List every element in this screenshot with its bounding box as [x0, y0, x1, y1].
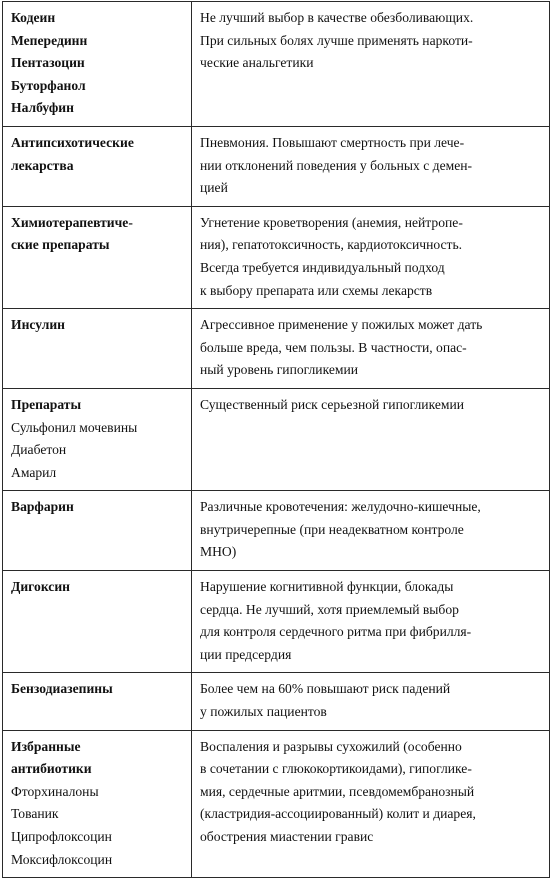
drug-name-line: Буторфанол — [11, 77, 86, 93]
drug-name-line: лекарства — [11, 157, 74, 173]
drug-name-line: Антипсихотические — [11, 134, 134, 150]
risk-description-line: у пожилых пациентов — [200, 704, 327, 720]
drug-name-line: Тованик — [11, 806, 59, 822]
drug-name-cell — [3, 126, 192, 206]
drug-name-line: Амарил — [11, 464, 57, 480]
risk-description-line: МНО) — [200, 544, 237, 560]
table-row — [3, 673, 550, 730]
risk-description-line: для контроля сердечного ритма при фибрилля- — [200, 624, 472, 640]
risk-description-cell — [192, 2, 550, 127]
drug-name-line: ские препараты — [11, 237, 110, 253]
risk-description-line: Всегда требуется индивидуальный подход — [200, 259, 445, 275]
risk-description-cell — [192, 126, 550, 206]
risk-description-line: Угнетение кроветворения (анемия, нейтропе- — [200, 214, 463, 230]
drug-name-line: Дигоксин — [11, 579, 71, 595]
drug-name-line: Налбуфин — [11, 100, 74, 116]
risk-description-line: (кластридия-ассоциированный) колит и диарея, — [200, 806, 476, 822]
risk-description-line: Более чем на 60% повышают риск падений — [200, 681, 451, 697]
drug-name-line: Варфарин — [11, 499, 74, 515]
drug-name-line: Пентазоцин — [11, 55, 85, 71]
risk-description-cell — [192, 206, 550, 308]
risk-description-line: Нарушение когнитивной функции, блокады — [200, 579, 454, 595]
table-row — [3, 388, 550, 490]
risk-description-line: ный уровень гипогликемии — [200, 362, 359, 378]
drug-name-cell — [3, 673, 192, 730]
risk-description-cell — [192, 491, 550, 571]
table-row — [3, 571, 550, 673]
risk-description-cell — [192, 309, 550, 389]
drug-name-cell — [3, 571, 192, 673]
risk-description-line: Воспаления и разрывы сухожилий (особенно — [200, 738, 462, 754]
table-row — [3, 126, 550, 206]
risk-description-line: ции предсердия — [200, 646, 292, 662]
drug-name-line: Кодеин — [11, 10, 56, 25]
risk-description-line: нии отклонений поведения у больных с демен- — [200, 157, 473, 173]
risk-description-line: Существенный риск серьезной гипогликемии — [200, 396, 465, 412]
risk-description-line: в сочетании с глюкокортикоидами), гипоглике- — [200, 761, 472, 777]
drug-name-line: Фторхиналоны — [11, 783, 99, 799]
drug-name-line: Моксифлоксоцин — [11, 851, 113, 867]
table-row — [3, 2, 550, 127]
drug-name-line: антибиотики — [11, 761, 92, 777]
table-row — [3, 309, 550, 389]
drug-name-cell — [3, 491, 192, 571]
risk-description-line: Агрессивное применение у пожилых может дать — [200, 317, 483, 333]
table-body — [3, 2, 550, 878]
risk-description-line: обострения миастении гравис — [200, 829, 374, 844]
drug-name-line: Химиотерапевтиче- — [11, 214, 133, 230]
risk-description-line: внутричерепные (при неадекватном контроле — [200, 521, 464, 537]
drug-name-cell — [3, 730, 192, 878]
drug-name-line: Сульфонил мочевины — [11, 419, 138, 435]
risk-description-line: мия, сердечные аритмии, псевдомембранозный — [200, 783, 475, 799]
drug-name-line: Избранные — [11, 738, 81, 754]
drug-risk-table — [2, 1, 550, 878]
risk-description-line: сердца. Не лучший, хотя приемлемый выбор — [200, 601, 459, 617]
table-row — [3, 730, 550, 878]
drug-name-line: Препараты — [11, 396, 82, 412]
risk-description-line: ческие анальгетики — [200, 55, 314, 71]
drug-name-line: Бензодиазепины — [11, 681, 113, 697]
risk-description-cell — [192, 673, 550, 730]
drug-name-line: Ципрофлоксоцин — [11, 829, 112, 844]
risk-description-cell — [192, 730, 550, 878]
risk-description-line: к выбору препарата или схемы лекарств — [200, 282, 433, 298]
risk-description-cell — [192, 388, 550, 490]
table-row — [3, 491, 550, 571]
drug-name-line: Инсулин — [11, 317, 66, 333]
table-row — [3, 206, 550, 308]
risk-description-line: При сильных болях лучше применять наркоти- — [200, 32, 473, 48]
risk-description-cell — [192, 571, 550, 673]
drug-name-cell — [3, 309, 192, 389]
risk-description-line: Различные кровотечения: желудочно-кишечные, — [200, 499, 481, 515]
drug-name-cell — [3, 388, 192, 490]
drug-name-line: Меперединн — [11, 32, 88, 48]
risk-description-line: Пневмония. Повышают смертность при лече- — [200, 134, 465, 150]
drug-name-cell — [3, 2, 192, 127]
risk-description-line: цией — [200, 180, 228, 196]
risk-description-line: Не лучший выбор в качестве обезболивающих. — [200, 10, 474, 25]
drug-name-cell — [3, 206, 192, 308]
risk-description-line: ния), гепатотоксичность, кардиотоксичность. — [200, 237, 463, 253]
risk-description-line: больше вреда, чем пользы. В частности, опас- — [200, 339, 467, 355]
drug-name-line: Диабетон — [11, 442, 67, 458]
